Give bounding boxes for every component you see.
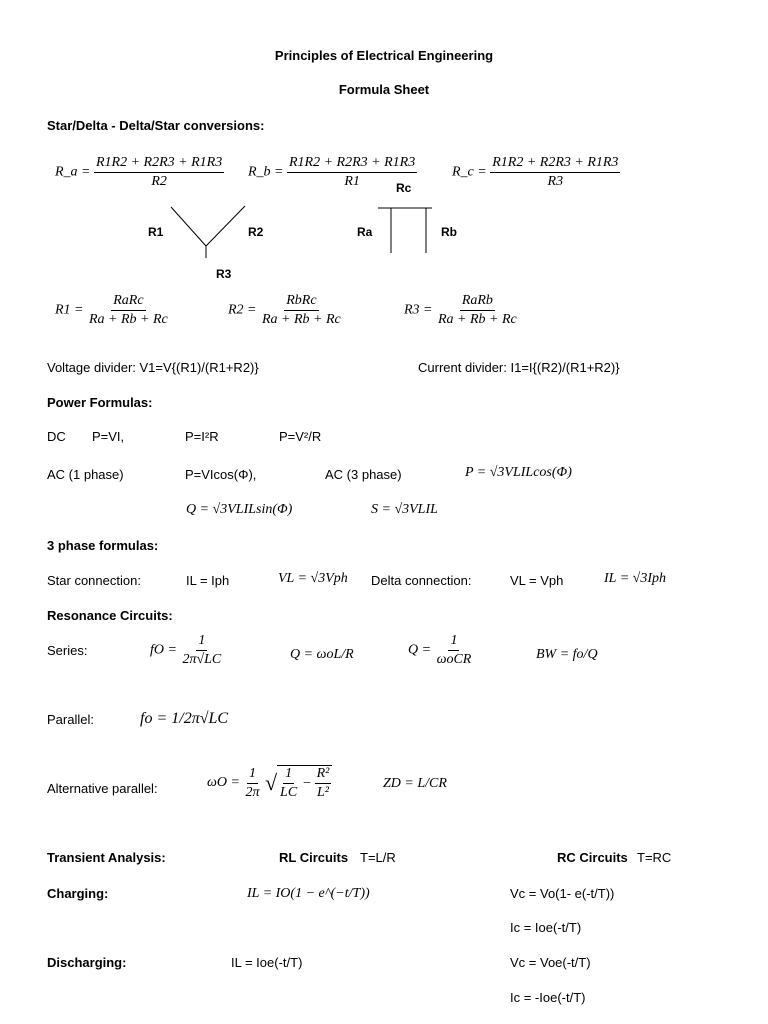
r3-numerator: RaRb xyxy=(460,293,495,311)
rb-numerator: R1R2 + R2R3 + R1R3 xyxy=(287,155,417,173)
alt-sqrt-term1-numerator: 1 xyxy=(283,766,294,784)
star-label-r3: R3 xyxy=(216,267,232,281)
series-q-factor-l: Q = ωoL/R xyxy=(290,647,354,662)
alt-omega-denominator: 2π xyxy=(245,784,260,800)
series-fo-fraction xyxy=(180,633,223,668)
r3-fraction xyxy=(436,293,519,328)
transient-heading: Transient Analysis: xyxy=(47,850,166,865)
alt-sqrt-minus: − xyxy=(302,775,312,791)
series-q2-numerator: 1 xyxy=(448,633,459,651)
dc-label: DC xyxy=(47,429,66,444)
star-connection-label: Star connection: xyxy=(47,573,141,588)
apparent-power-formula: S = √3VLIL xyxy=(371,502,438,517)
star-network xyxy=(171,206,245,258)
delta-label-rc: Rc xyxy=(396,181,412,195)
delta-network xyxy=(378,208,432,253)
ac1-formula: P=VIcos(Φ), xyxy=(185,467,257,482)
star-delta-heading: Star/Delta - Delta/Star conversions: xyxy=(47,118,265,133)
alt-sqrt-term1-denominator: LC xyxy=(280,785,298,800)
series-fo-lhs: fO = xyxy=(150,642,177,658)
series-resonant-frequency xyxy=(150,633,223,668)
rl-circuits-label: RL Circuits xyxy=(279,850,349,865)
rl-time-constant: T=L/R xyxy=(360,850,396,865)
alt-parallel-omega xyxy=(207,765,332,801)
rc-time-constant: T=RC xyxy=(637,850,672,865)
alt-omega-lhs: ωO = xyxy=(207,775,240,791)
charging-rc-current: Ic = Ioe(-t/T) xyxy=(510,920,582,935)
series-q2-lhs: Q = xyxy=(408,642,432,658)
star-current-formula: IL = Iph xyxy=(186,573,230,588)
alt-omega-fraction xyxy=(243,766,261,801)
three-phase-heading: 3 phase formulas: xyxy=(47,538,159,553)
rb-denominator: R1 xyxy=(344,174,360,189)
star-label-r2: R2 xyxy=(248,225,264,239)
r1-formula xyxy=(55,293,170,328)
parallel-label: Parallel: xyxy=(47,712,94,727)
rb-lhs: R_b = xyxy=(248,164,284,180)
star-branch-r1 xyxy=(171,207,206,246)
r1-fraction xyxy=(87,293,170,328)
r1-lhs: R1 = xyxy=(55,302,84,318)
r1-denominator: Ra + Rb + Rc xyxy=(89,312,168,327)
r3-denominator: Ra + Rb + Rc xyxy=(438,312,517,327)
ac3-label: AC (3 phase) xyxy=(325,467,402,482)
dc-formula-i2r: P=I²R xyxy=(185,429,219,444)
alt-omega-numerator: 1 xyxy=(247,766,258,784)
parallel-resonant-frequency: fo = 1/2π√LC xyxy=(140,710,229,727)
delta-label-rb: Rb xyxy=(441,225,457,239)
delta-label-ra: Ra xyxy=(357,225,373,239)
ra-lhs: R_a = xyxy=(55,164,91,180)
series-q-factor-c xyxy=(408,633,473,668)
power-heading: Power Formulas: xyxy=(47,395,153,410)
delta-connection-label: Delta connection: xyxy=(371,573,472,588)
ac1-label: AC (1 phase) xyxy=(47,467,124,482)
rc-denominator: R3 xyxy=(547,174,564,189)
discharging-rl-formula: IL = Ioe(-t/T) xyxy=(231,955,303,970)
series-fo-numerator: 1 xyxy=(196,633,207,651)
rc-circuits-label: RC Circuits xyxy=(557,850,628,865)
rc-lhs: R_c = xyxy=(452,164,487,180)
alt-parallel-label: Alternative parallel: xyxy=(47,781,158,796)
discharging-rc-voltage: Vc = Voe(-t/T) xyxy=(510,955,591,970)
alt-sqrt-term2-denominator: L² xyxy=(317,785,329,800)
charging-rl-formula: IL = IO(1 − e^(−t/T)) xyxy=(247,886,370,901)
ac3-formula: P = √3VLILcos(Φ) xyxy=(465,465,572,480)
series-q2-denominator: ωoCR xyxy=(436,652,472,667)
series-fo-denominator: 2π√LC xyxy=(182,652,222,667)
alt-omega-radical: √ xyxy=(264,770,278,795)
document-subtitle: Formula Sheet xyxy=(338,82,430,97)
delta-current-formula: IL = √3Iph xyxy=(604,571,666,586)
charging-rc-voltage: Vc = Vo(1- e(-t/T)) xyxy=(510,886,615,901)
star-label-r1: R1 xyxy=(148,225,164,239)
dc-formula-v2r: P=V²/R xyxy=(279,429,322,444)
series-label: Series: xyxy=(47,643,88,658)
ra-denominator: R2 xyxy=(151,174,167,189)
document-title: Principles of Electrical Engineering xyxy=(274,48,494,63)
r2-fraction xyxy=(260,293,343,328)
rc-numerator: R1R2 + R2R3 + R1R3 xyxy=(490,155,620,173)
dynamic-impedance: ZD = L/CR xyxy=(383,776,447,791)
delta-voltage-formula: VL = Vph xyxy=(510,573,564,588)
star-delta-diagram xyxy=(0,0,768,300)
charging-label: Charging: xyxy=(47,886,109,901)
dc-formula-vi: P=VI, xyxy=(92,429,125,444)
alt-omega-radicand xyxy=(277,765,332,801)
reactive-power-formula: Q = √3VLILsin(Φ) xyxy=(186,502,293,517)
r2-denominator: Ra + Rb + Rc xyxy=(262,312,341,327)
resonance-heading: Resonance Circuits: xyxy=(47,608,173,623)
alt-sqrt-term1 xyxy=(278,766,299,801)
star-branch-r2 xyxy=(206,206,245,246)
discharging-rc-current: Ic = -Ioe(-t/T) xyxy=(510,990,586,1005)
r2-numerator: RbRc xyxy=(284,293,318,311)
r3-lhs: R3 = xyxy=(404,302,433,318)
current-divider: Current divider: I1=I{(R2)/(R1+R2)} xyxy=(418,360,620,375)
r2-formula xyxy=(228,293,343,328)
series-bandwidth: BW = fo/Q xyxy=(536,647,598,662)
r3-formula xyxy=(404,293,519,328)
voltage-divider: Voltage divider: V1=V{(R1)/(R1+R2)} xyxy=(47,360,259,375)
star-voltage-formula: VL = √3Vph xyxy=(278,571,348,586)
series-q2-fraction xyxy=(435,633,474,668)
r1-numerator: RaRc xyxy=(111,293,145,311)
alt-sqrt-term2-numerator: R² xyxy=(315,766,332,784)
discharging-label: Discharging: xyxy=(47,955,127,970)
r2-lhs: R2 = xyxy=(228,302,257,318)
alt-sqrt-term2 xyxy=(315,766,332,801)
ra-numerator: R1R2 + R2R3 + R1R3 xyxy=(94,155,224,173)
